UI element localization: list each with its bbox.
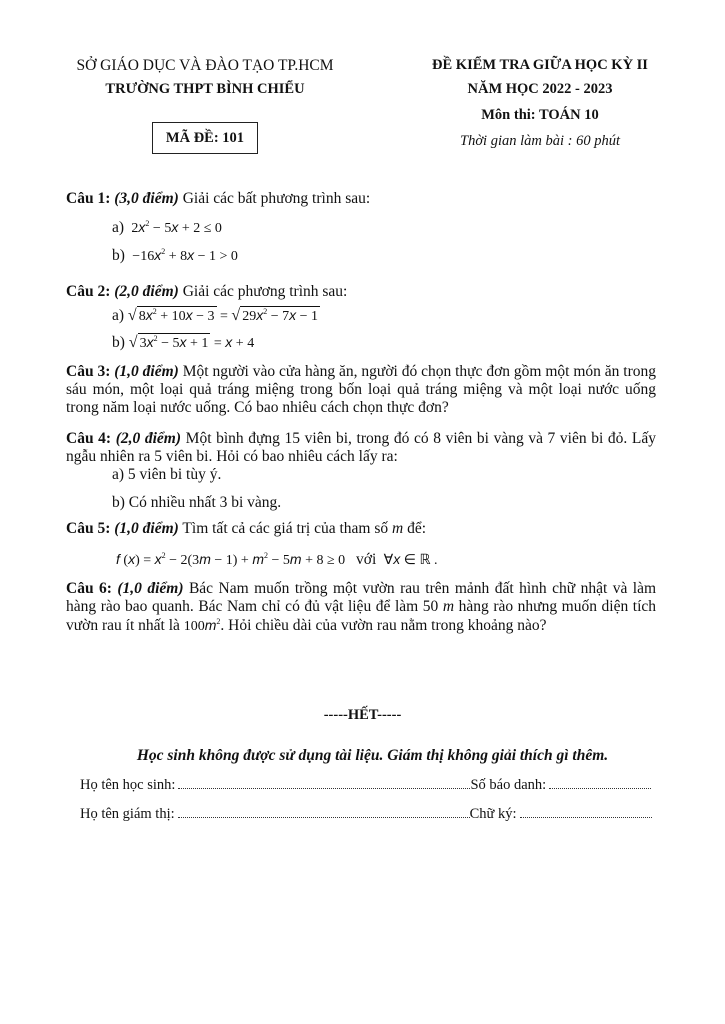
signature-label: Chữ ký: bbox=[469, 806, 517, 822]
question-text: Giải các phương trình sau: bbox=[182, 283, 348, 300]
question-4b: b) Có nhiều nhất 3 bi vàng. bbox=[112, 494, 282, 511]
item-label: b) bbox=[112, 247, 125, 264]
param-m: m bbox=[392, 520, 404, 537]
question-2a bbox=[112, 306, 320, 326]
item-label: a) bbox=[112, 219, 125, 236]
item-label: b) bbox=[112, 334, 125, 351]
proctor-name-field[interactable] bbox=[178, 805, 470, 818]
question-label: Câu 4: bbox=[66, 430, 112, 447]
question-points: (3,0 điểm) bbox=[114, 190, 179, 207]
equation-2a: √ $8x^2 + 10x - 3$ = √ $29x^2 - 7x - 1$ bbox=[127, 307, 319, 324]
end-mark: -----HẾT----- bbox=[323, 707, 402, 723]
duration: Thời gian làm bài : 60 phút bbox=[460, 133, 620, 149]
item-label: a) bbox=[112, 307, 125, 324]
question-4a: a) 5 viên bi tùy ý. bbox=[112, 466, 222, 483]
question-label: Câu 5: bbox=[66, 520, 111, 537]
inequality-1a: $2x^2 - 5x + 2 \le 0$ bbox=[127, 219, 222, 236]
question-1 bbox=[66, 190, 656, 208]
school-name: TRƯỜNG THPT BÌNH CHIỂU bbox=[105, 81, 305, 97]
question-2b bbox=[112, 333, 254, 353]
signature-field[interactable] bbox=[520, 805, 652, 818]
question-5-formula: f $(x) = x^2 - 2(3m - 1) + m^2 - 5m + 8 \ge 0$ với ∀x ∈ ℝ . bbox=[116, 551, 438, 568]
question-label: Câu 1: bbox=[66, 190, 111, 207]
question-points: (1,0 điểm) bbox=[117, 580, 184, 597]
question-text: Tìm tất cả các giá trị của tham số bbox=[182, 520, 389, 537]
question-text-2: hàng rào nhưng muốn diện tích vườn rau ít nhất là bbox=[66, 598, 657, 634]
student-id-field[interactable] bbox=[549, 776, 651, 789]
student-id-label: Số báo danh: bbox=[470, 777, 547, 793]
proctor-label: Họ tên giám thị: bbox=[80, 806, 175, 822]
area-value: $100m^2$ bbox=[183, 617, 221, 634]
equation-2b: √ $3x^2 - 5x + 1 = x + 4$ bbox=[128, 334, 255, 351]
unit-m: m bbox=[442, 598, 455, 615]
department-name: SỞ GIÁO DỤC VÀ ĐÀO TẠO TP.HCM bbox=[76, 57, 334, 74]
question-3 bbox=[66, 363, 656, 417]
question-text: Giải các bất phương trình sau: bbox=[182, 190, 371, 207]
with-word: với bbox=[356, 551, 377, 568]
exam-title: ĐỀ KIỂM TRA GIỮA HỌC KỲ II bbox=[432, 57, 648, 73]
student-name-field[interactable] bbox=[178, 776, 470, 789]
question-text-end: để: bbox=[407, 520, 427, 537]
question-1b bbox=[112, 246, 238, 266]
question-5 bbox=[66, 520, 656, 538]
student-name-label: Họ tên học sinh: bbox=[80, 777, 176, 793]
question-text: Một bình đựng 15 viên bi, trong đó có 8 viên bi vàng và 7 viên bi đỏ. Lấy ngẫu nhiên ra 5 viên bi. Hỏi có bao nhiêu cách lấy ra: bbox=[66, 430, 656, 465]
question-label: Câu 3: bbox=[66, 363, 111, 380]
question-1a bbox=[112, 218, 222, 238]
question-4 bbox=[66, 430, 656, 466]
question-text: Một người vào cửa hàng ăn, người đó chọn thực đơn gồm một món ăn trong sáu món, một loại quả tráng miệng trong bốn loại quả tráng miệng và một loại nước uống trong năm loại nước uống. Có bao nhiêu cách chọn thực đơn? bbox=[66, 363, 656, 416]
question-text-1: Bác Nam muốn trồng một vườn rau trên mảnh đất hình chữ nhật và làm hàng rào bao quanh. Bác Nam chỉ có đủ vật liệu để làm 50 bbox=[66, 580, 657, 615]
question-6 bbox=[66, 580, 656, 636]
school-year: NĂM HỌC 2022 - 2023 bbox=[467, 81, 613, 97]
question-points: (2,0 điểm) bbox=[115, 430, 182, 447]
question-points: (2,0 điểm) bbox=[114, 283, 179, 300]
question-label: Câu 2: bbox=[66, 283, 111, 300]
question-text-3: . Hỏi chiều dài của vườn rau nằm trong khoảng nào? bbox=[220, 617, 547, 634]
question-points: (1,0 điểm) bbox=[114, 520, 179, 537]
exam-code-box bbox=[152, 122, 258, 154]
proctor-info-row bbox=[80, 805, 672, 823]
footer-note: Học sinh không được sử dụng tài liệu. Giám thị không giải thích gì thêm. bbox=[136, 747, 609, 764]
subject: Môn thi: TOÁN 10 bbox=[481, 107, 599, 123]
inequality-1b: $-16x^2 + 8x - 1 > 0$ bbox=[128, 247, 238, 264]
exam-code: MÃ ĐỀ: 101 bbox=[165, 129, 245, 146]
question-points: (1,0 điểm) bbox=[114, 363, 179, 380]
question-2 bbox=[66, 283, 656, 301]
student-info-row bbox=[80, 776, 672, 794]
question-label: Câu 6: bbox=[66, 580, 112, 597]
